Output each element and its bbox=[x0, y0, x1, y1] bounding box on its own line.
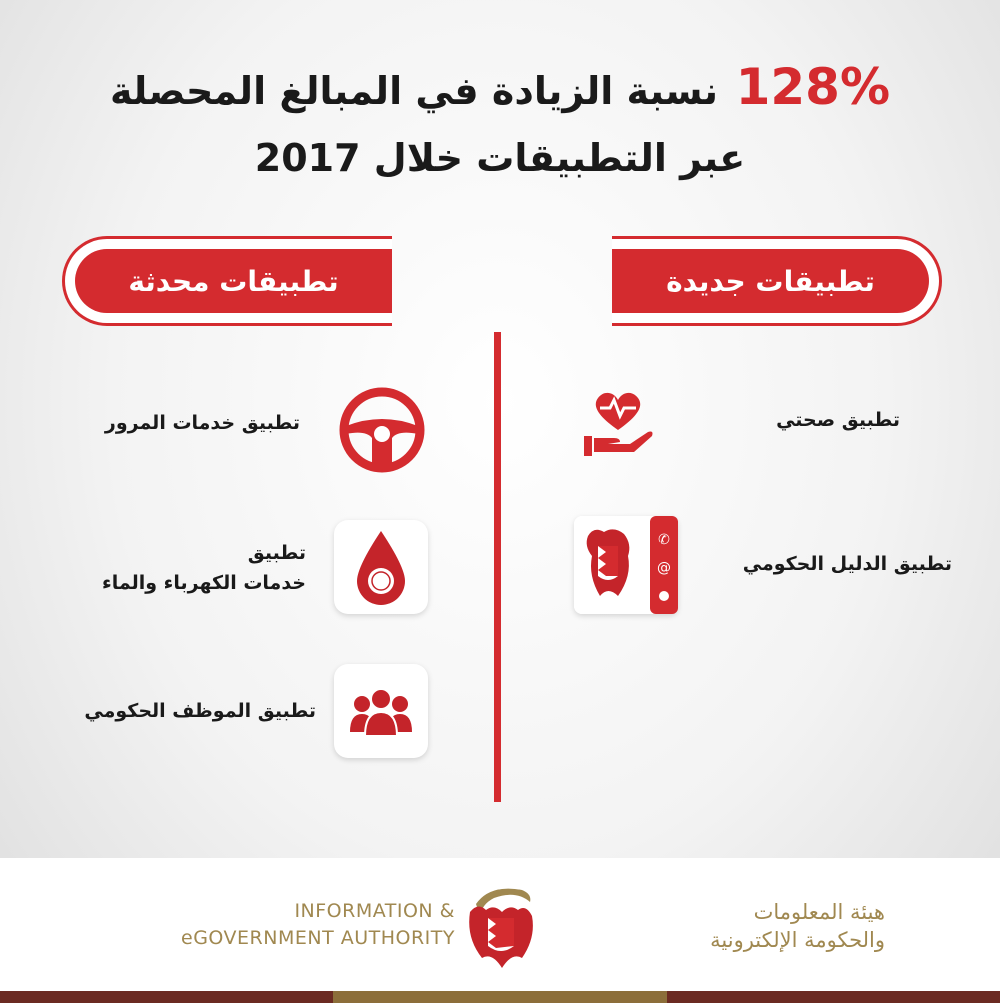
footer-en-line-2: eGOVERNMENT AUTHORITY bbox=[181, 927, 455, 949]
increase-percent: 128% bbox=[735, 58, 891, 116]
app-label-gov-employee: تطبيق الموظف الحكومي bbox=[84, 700, 316, 722]
updated-apps-label: تطبيقات محدثة bbox=[75, 249, 392, 313]
water-drop-icon bbox=[334, 520, 428, 614]
steering-wheel-icon bbox=[338, 386, 426, 474]
footer-stripe bbox=[0, 991, 1000, 1003]
footer-ar-name bbox=[545, 898, 885, 954]
svg-text:✆: ✆ bbox=[658, 532, 670, 548]
title-line-1 bbox=[0, 58, 1000, 118]
app-label-ewa-line-2: خدمات الكهرباء والماء bbox=[102, 572, 306, 594]
center-divider bbox=[494, 332, 501, 802]
svg-text:@: @ bbox=[657, 560, 671, 576]
employees-icon bbox=[334, 664, 428, 758]
footer-ar-line-1: هيئة المعلومات bbox=[753, 900, 885, 924]
app-label-gov-directory: تطبيق الدليل الحكومي bbox=[742, 553, 952, 575]
footer-en-name bbox=[120, 898, 455, 952]
updated-apps-header bbox=[62, 236, 392, 326]
new-apps-label: تطبيقات جديدة bbox=[612, 249, 929, 313]
app-label-electricity-water bbox=[60, 538, 306, 598]
new-apps-header bbox=[612, 236, 942, 326]
heart-hand-icon bbox=[578, 386, 658, 462]
app-label-traffic: تطبيق خدمات المرور bbox=[104, 412, 300, 434]
footer-ar-line-2: والحكومة الإلكترونية bbox=[710, 928, 885, 952]
app-label-sehati: تطبيق صحتي bbox=[776, 409, 900, 431]
government-directory-icon bbox=[574, 516, 678, 614]
title-text-1: نسبة الزيادة في المبالغ المحصلة bbox=[109, 69, 719, 113]
footer-en-line-1: INFORMATION & bbox=[294, 900, 455, 922]
bahrain-emblem-logo bbox=[460, 882, 542, 978]
title-line-2: عبر التطبيقات خلال 2017 bbox=[254, 136, 746, 180]
footer bbox=[0, 858, 1000, 1003]
app-label-ewa-line-1: تطبيق bbox=[247, 542, 306, 564]
